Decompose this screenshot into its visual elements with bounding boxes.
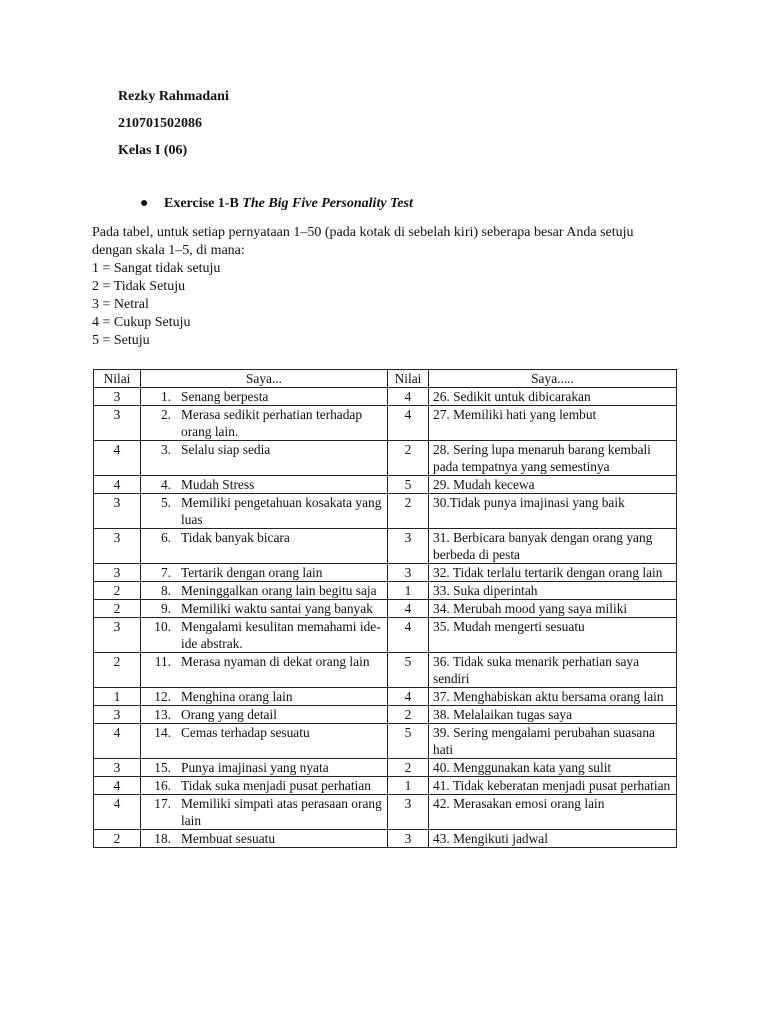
table-row [94, 564, 677, 582]
score-cell[interactable]: 4 [94, 441, 141, 476]
score-cell[interactable]: 3 [388, 830, 429, 848]
statement-text: 27. Memiliki hati yang lembut [433, 407, 597, 422]
statement-number: 2. [160, 407, 171, 422]
statement-text: Mengalami kesulitan memahami ide-ide abstrak. [181, 619, 381, 651]
statement-text: 35. Mudah mengerti sesuatu [433, 619, 585, 634]
statement-text: 42. Merasakan emosi orang lain [433, 796, 605, 811]
score-cell[interactable]: 5 [388, 653, 429, 688]
statement-text: 34. Merubah mood yang saya miliki [433, 601, 628, 616]
statement-cell [429, 724, 677, 759]
statement-text: Meninggalkan orang lain begitu saja [181, 583, 377, 598]
column-header-saya: Saya... [141, 370, 388, 388]
score-cell[interactable]: 1 [388, 582, 429, 600]
score-cell[interactable]: 4 [388, 388, 429, 406]
statement-text: 37. Menghabiskan aktu bersama orang lain [433, 689, 664, 704]
score-cell[interactable]: 1 [388, 777, 429, 795]
exercise-heading [140, 195, 413, 213]
instructions [92, 224, 672, 350]
bullet-icon: ● [140, 196, 149, 211]
statement-text: Membuat sesuatu [181, 831, 276, 846]
statement-cell [429, 795, 677, 830]
table-row [94, 618, 677, 653]
statement-cell [429, 600, 677, 618]
statement-cell [429, 777, 677, 795]
table-row [94, 494, 677, 529]
statement-text: Orang yang detail [181, 707, 277, 722]
statement-number: 18. [154, 831, 171, 846]
statement-cell [141, 529, 388, 564]
statement-number: 11. [154, 654, 171, 669]
table-row [94, 795, 677, 830]
statement-cell [429, 494, 677, 529]
score-cell[interactable]: 3 [388, 564, 429, 582]
score-cell[interactable]: 1 [94, 688, 141, 706]
table-row [94, 600, 677, 618]
table-row [94, 653, 677, 688]
statement-text: 31. Berbicara banyak dengan orang yang berbeda di pesta [433, 530, 653, 562]
table-row [94, 529, 677, 564]
statement-cell [141, 830, 388, 848]
statement-text: 38. Melalaikan tugas saya [433, 707, 573, 722]
statement-text: Punya imajinasi yang nyata [181, 760, 329, 775]
statement-cell [429, 653, 677, 688]
student-header [118, 87, 229, 168]
statement-cell [141, 777, 388, 795]
table-row [94, 476, 677, 494]
table-row [94, 830, 677, 848]
score-cell[interactable]: 2 [388, 759, 429, 777]
table-row [94, 441, 677, 476]
statement-cell [141, 618, 388, 653]
statement-number: 7. [160, 565, 171, 580]
statement-number: 6. [160, 530, 171, 545]
scale-item: 1 = Sangat tidak setuju [92, 261, 221, 276]
statement-number: 4. [160, 477, 171, 492]
personality-table [93, 369, 677, 848]
statement-text: Tidak suka menjadi pusat perhatian [181, 778, 371, 793]
statement-cell [429, 618, 677, 653]
statement-text: 33. Suka diperintah [433, 583, 538, 598]
table-row [94, 706, 677, 724]
score-cell[interactable]: 3 [94, 706, 141, 724]
exercise-label: Exercise 1-B [164, 196, 239, 211]
scale-item: 5 = Setuju [92, 333, 150, 348]
score-cell[interactable]: 3 [388, 529, 429, 564]
statement-text: Senang berpesta [181, 389, 269, 404]
statement-cell [429, 406, 677, 441]
score-cell[interactable]: 4 [94, 777, 141, 795]
table-row [94, 777, 677, 795]
statement-number: 14. [154, 725, 171, 740]
statement-cell [429, 529, 677, 564]
statement-number: 15. [154, 760, 171, 775]
statement-text: Mudah Stress [181, 477, 255, 492]
statement-cell [429, 582, 677, 600]
score-cell[interactable]: 3 [94, 494, 141, 529]
score-cell[interactable]: 3 [388, 795, 429, 830]
table-row [94, 388, 677, 406]
statement-text: 41. Tidak keberatan menjadi pusat perhatian [433, 778, 671, 793]
statement-cell [141, 706, 388, 724]
statement-text: Memiliki simpati atas perasaan orang lain [181, 796, 382, 828]
statement-cell [141, 759, 388, 777]
statement-cell [141, 795, 388, 830]
statement-text: Memiliki waktu santai yang banyak [181, 601, 373, 616]
statement-text: 40. Menggunakan kata yang sulit [433, 760, 612, 775]
statement-number: 10. [154, 619, 171, 634]
table-row [94, 759, 677, 777]
statement-text: 30.Tidak punya imajinasi yang baik [433, 495, 625, 510]
instructions-paragraph: Pada tabel, untuk setiap pernyataan 1–50 (pada kotak di sebelah kiri) seberapa besar Anda setuju dengan skala 1–5, di mana: [92, 225, 634, 258]
statement-text: Cemas terhadap sesuatu [181, 725, 310, 740]
statement-number: 5. [160, 495, 171, 510]
statement-cell [141, 653, 388, 688]
exercise-title: The Big Five Personality Test [242, 196, 413, 211]
scale-item: 2 = Tidak Setuju [92, 279, 186, 294]
statement-text: 32. Tidak terlalu tertarik dengan orang lain [433, 565, 663, 580]
column-header-nilai: Nilai [388, 370, 429, 388]
table-header-row [94, 370, 677, 388]
score-cell[interactable]: 5 [388, 476, 429, 494]
score-cell[interactable]: 4 [388, 618, 429, 653]
student-class: Kelas I (06) [118, 143, 188, 158]
score-cell[interactable]: 2 [94, 830, 141, 848]
statement-cell [141, 406, 388, 441]
statement-cell [429, 706, 677, 724]
statement-number: 9. [160, 601, 171, 616]
statement-text: Tertarik dengan orang lain [181, 565, 323, 580]
statement-number: 17. [154, 796, 171, 811]
column-header-nilai: Nilai [94, 370, 141, 388]
score-cell[interactable]: 3 [94, 406, 141, 441]
student-name: Rezky Rahmadani [118, 89, 229, 104]
student-id: 210701502086 [118, 116, 202, 131]
score-cell[interactable]: 2 [388, 706, 429, 724]
score-cell[interactable]: 4 [388, 406, 429, 441]
score-cell[interactable]: 4 [388, 688, 429, 706]
statement-number: 12. [154, 689, 171, 704]
statement-cell [141, 688, 388, 706]
table-row [94, 688, 677, 706]
statement-text: Menghina orang lain [181, 689, 293, 704]
score-cell[interactable]: 3 [94, 618, 141, 653]
statement-text: Memiliki pengetahuan kosakata yang luas [181, 495, 382, 527]
statement-text: Tidak banyak bicara [181, 530, 290, 545]
score-cell[interactable]: 5 [388, 724, 429, 759]
statement-number: 1. [160, 389, 171, 404]
score-cell[interactable]: 4 [94, 795, 141, 830]
statement-number: 16. [154, 778, 171, 793]
statement-text: Selalu siap sedia [181, 442, 271, 457]
score-cell[interactable]: 4 [388, 600, 429, 618]
statement-cell [141, 600, 388, 618]
table-row [94, 724, 677, 759]
statement-text: 43. Mengikuti jadwal [433, 831, 548, 846]
statement-text: Merasa sedikit perhatian terhadap orang lain. [181, 407, 363, 439]
statement-cell [141, 564, 388, 582]
score-cell[interactable]: 2 [388, 494, 429, 529]
score-cell[interactable]: 2 [94, 600, 141, 618]
statement-text: Merasa nyaman di dekat orang lain [181, 654, 370, 669]
statement-text: 36. Tidak suka menarik perhatian saya sendiri [433, 654, 640, 686]
table-body [94, 388, 677, 848]
scale-item: 4 = Cukup Setuju [92, 315, 191, 330]
column-header-saya: Saya..... [429, 370, 677, 388]
statement-number: 3. [160, 442, 171, 457]
statement-cell [429, 759, 677, 777]
statement-cell [141, 582, 388, 600]
statement-cell [429, 476, 677, 494]
score-cell[interactable]: 3 [94, 759, 141, 777]
statement-number: 13. [154, 707, 171, 722]
statement-number: 8. [160, 583, 171, 598]
table-row [94, 406, 677, 441]
statement-cell [429, 830, 677, 848]
score-cell[interactable]: 3 [94, 388, 141, 406]
scale-item: 3 = Netral [92, 297, 149, 312]
statement-text: 28. Sering lupa menaruh barang kembali pada tempatnya yang semestinya [433, 442, 651, 474]
score-cell[interactable]: 2 [388, 441, 429, 476]
statement-text: 29. Mudah kecewa [433, 477, 535, 492]
score-cell[interactable]: 3 [94, 564, 141, 582]
statement-cell [429, 564, 677, 582]
score-cell[interactable]: 4 [94, 724, 141, 759]
table-row [94, 582, 677, 600]
statement-cell [141, 494, 388, 529]
statement-cell [141, 388, 388, 406]
score-cell[interactable]: 3 [94, 529, 141, 564]
statement-cell [429, 688, 677, 706]
statement-text: 39. Sering mengalami perubahan suasana hati [433, 725, 655, 757]
statement-text: 26. Sedikit untuk dibicarakan [433, 389, 591, 404]
statement-cell [141, 476, 388, 494]
statement-cell [429, 388, 677, 406]
statement-cell [141, 724, 388, 759]
statement-cell [429, 441, 677, 476]
score-cell[interactable]: 2 [94, 653, 141, 688]
score-cell[interactable]: 2 [94, 582, 141, 600]
statement-cell [141, 441, 388, 476]
score-cell[interactable]: 4 [94, 476, 141, 494]
